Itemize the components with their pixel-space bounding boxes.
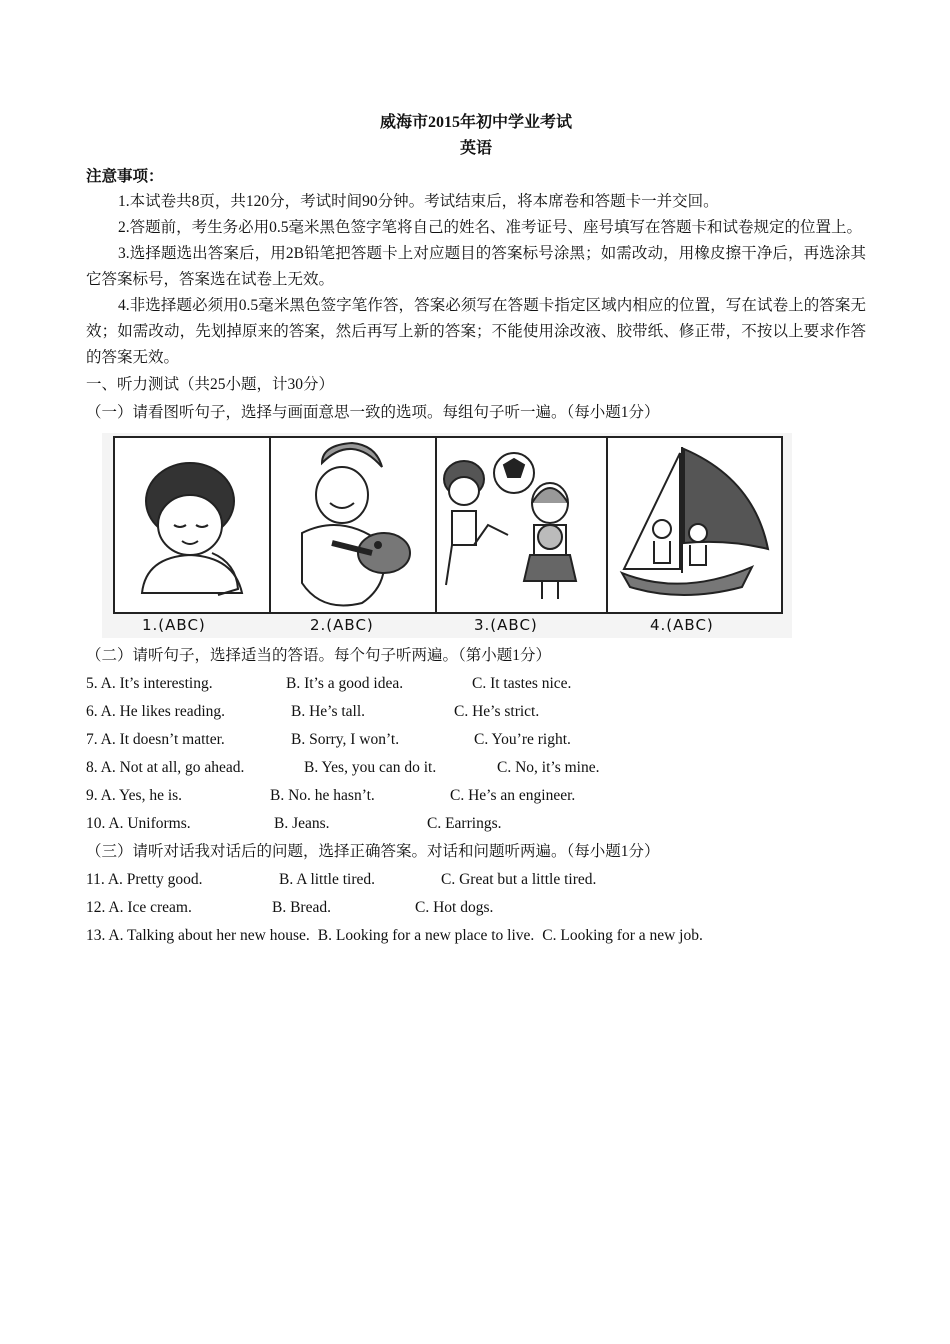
section1-instruction: （一）请看图听句子，选择与画面意思一致的选项。每组句子听一遍。（每小题1分）	[86, 404, 660, 421]
option-a: 11. A. Pretty good.	[86, 871, 203, 888]
option-a: 10. A. Uniforms.	[86, 815, 191, 832]
option-c: C. Hot dogs.	[415, 899, 494, 916]
picture-label-1: 1.(ABC)	[142, 616, 206, 634]
option-c: C. No, it’s mine.	[497, 759, 600, 776]
option-c: C. He’s an engineer.	[450, 787, 576, 804]
option-a: 8. A. Not at all, go ahead.	[86, 759, 245, 776]
question-row	[86, 810, 866, 838]
option-b: B. Looking for a new place to live.	[317, 927, 535, 944]
option-b: B. A little tired.	[279, 871, 376, 888]
notice-item: 3.选择题选出答案后，用2B铅笔把答题卡上对应题目的答案标号涂黑；如需改动，用橡皮擦干净后，再选涂其它答案标号，答案选在试卷上无效。	[86, 245, 866, 288]
option-a: 7. A. It doesn’t matter.	[86, 731, 225, 748]
section3-instruction: （三）请听对话我对话后的问题，选择正确答案。对话和问题听两遍。（每小题1分）	[86, 843, 660, 860]
notice-item: 1.本试卷共8页，共120分，考试时间90分钟。考试结束后，将本席卷和答题卡一并交回。	[118, 193, 719, 210]
exam-subject: 英语	[459, 140, 492, 157]
question-row	[86, 698, 866, 726]
option-c: C. It tastes nice.	[472, 675, 572, 692]
option-c: C. You’re right.	[474, 731, 571, 748]
question-row	[86, 782, 866, 810]
option-b: B. Bread.	[272, 899, 331, 916]
option-b: B. Sorry, I won’t.	[291, 731, 400, 748]
option-c: C. Great but a little tired.	[441, 871, 597, 888]
picture-label-3: 3.(ABC)	[474, 616, 538, 634]
option-b: B. No. he hasn’t.	[270, 787, 375, 804]
notice-item: 4.非选择题必须用0.5毫米黑色签字笔作答，答案必须写在答题卡指定区域内相应的位置，写在试卷上的答案无效；如需改动，先划掉原来的答案，然后再写上新的答案；不能使用涂改液、胶带纸、修正带，不按以上要求作答的答案无效。	[86, 297, 866, 366]
listening-pictures	[102, 433, 792, 638]
picture-panels	[102, 433, 792, 638]
question-row	[86, 894, 866, 922]
picture-label-4: 4.(ABC)	[650, 616, 714, 634]
question-row	[86, 754, 866, 782]
option-b: B. It’s a good idea.	[286, 675, 404, 692]
picture-label-2: 2.(ABC)	[310, 616, 374, 634]
exam-title: 威海市2015年初中学业考试	[379, 114, 572, 131]
question-row	[86, 726, 866, 754]
notice-heading: 注意事项：	[86, 168, 164, 185]
question-row	[86, 922, 866, 950]
option-b: B. Yes, you can do it.	[304, 759, 437, 776]
question-row	[86, 866, 866, 894]
option-a: 9. A. Yes, he is.	[86, 787, 183, 804]
option-a: 13. A. Talking about her new house.	[86, 927, 310, 944]
option-a: 5. A. It’s interesting.	[86, 675, 213, 692]
option-a: 6. A. He likes reading.	[86, 703, 226, 720]
option-c: C. He’s strict.	[454, 703, 540, 720]
option-c: C. Earrings.	[427, 815, 502, 832]
part1-title: 一、听力测试（共25小题，计30分）	[86, 376, 335, 393]
option-b: B. He’s tall.	[291, 703, 366, 720]
notice-item: 2.答题前，考生务必用0.5毫米黑色签字笔将自己的姓名、准考证号、座号填写在答题卡和试卷规定的位置上。	[118, 219, 863, 236]
option-b: B. Jeans.	[274, 815, 330, 832]
section2-instruction: （二）请听句子，选择适当的答语。每个句子听两遍。（第小题1分）	[86, 647, 552, 664]
option-c: C. Looking for a new job.	[542, 927, 703, 944]
option-a: 12. A. Ice cream.	[86, 899, 192, 916]
question-row	[86, 670, 866, 698]
exam-page	[86, 110, 866, 950]
